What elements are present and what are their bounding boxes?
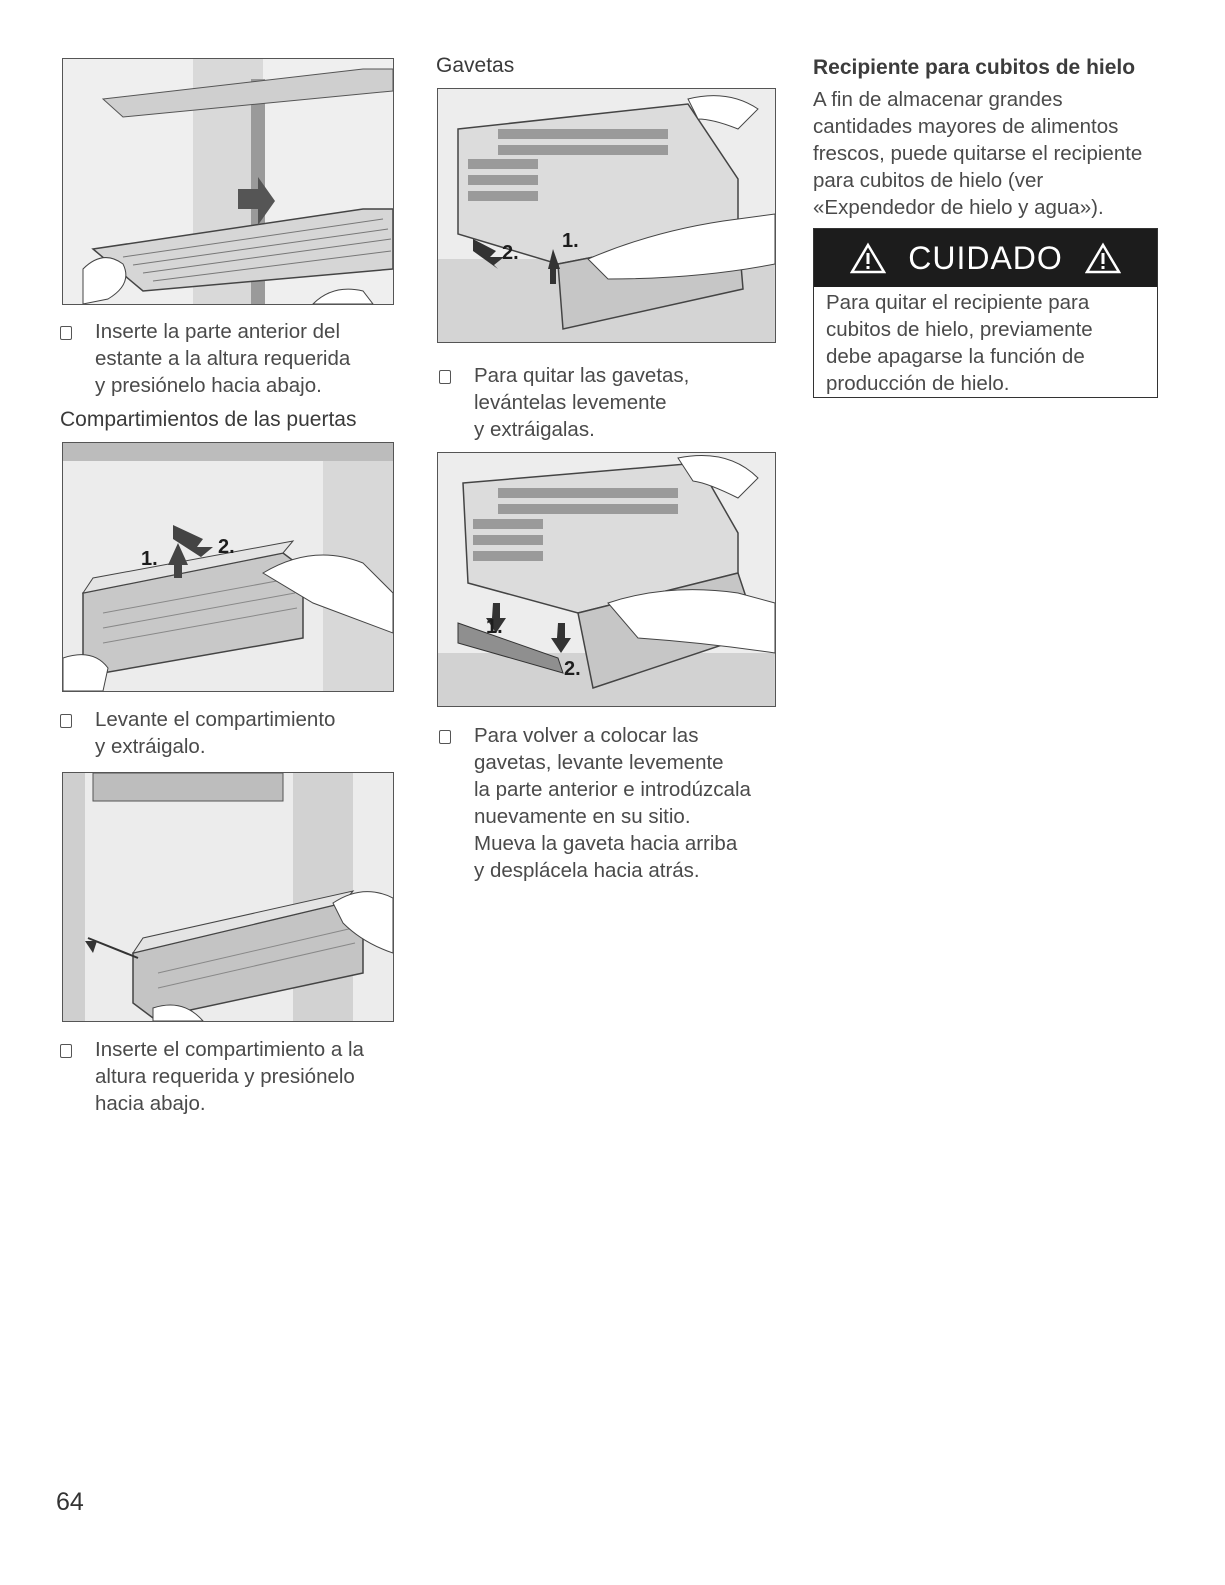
page-number: 64 (56, 1488, 84, 1516)
step-text: Inserte el compartimiento a la altura requerida y presiónelo hacia abajo. (95, 1038, 364, 1115)
checkbox-bullet-icon (439, 370, 451, 384)
caution-box (813, 228, 1158, 398)
caution-text: Para quitar el recipiente para cubitos de hielo, previamente debe apagarse la función de producción de hielo. (826, 291, 1093, 395)
caution-title: CUIDADO (908, 239, 1063, 276)
figure-label-1: 1. (141, 548, 158, 570)
step-text: Para quitar las gavetas, levántelas levemente y extráigalas. (474, 364, 690, 441)
door-compartment-insert-illustration (62, 772, 394, 1022)
step-drawer-replace (474, 722, 751, 884)
figure-label-2: 2. (564, 658, 581, 680)
caution-header (814, 229, 1157, 287)
step-door-remove (95, 706, 335, 760)
step-text: Para volver a colocar las gavetas, levante levemente la parte anterior e introdúzcala nuevamente en su sitio. Mueva la gaveta hacia arriba y desplácela hacia atrás. (474, 724, 751, 882)
ice-bin-heading: Recipiente para cubitos de hielo (813, 56, 1136, 79)
figure-label-2: 2. (218, 536, 235, 558)
checkbox-bullet-icon (60, 714, 72, 728)
step-text: Levante el compartimiento y extráigalo. (95, 708, 336, 758)
checkbox-bullet-icon (60, 326, 72, 340)
figure-label-1: 1. (562, 230, 579, 252)
ice-bin-paragraph: A fin de almacenar grandes cantidades mayores de alimentos frescos, puede quitarse el recipiente para cubitos de hielo (ver «Expendedor de hielo y agua»). (813, 88, 1143, 219)
step-drawer-remove (474, 362, 689, 443)
checkbox-bullet-icon (60, 1044, 72, 1058)
drawer-replace-illustration (437, 452, 776, 707)
door-compartment-remove-illustration (62, 442, 394, 692)
door-compartments-heading: Compartimientos de las puertas (60, 408, 357, 431)
step-shelf-insert (95, 318, 350, 399)
drawers-heading: Gavetas (436, 54, 515, 77)
warning-triangle-icon (1085, 242, 1121, 274)
figure-label-2: 2. (502, 242, 519, 264)
checkbox-bullet-icon (439, 730, 451, 744)
step-text: Inserte la parte anterior del estante a la altura requerida y presiónelo hacia abajo. (95, 320, 351, 397)
shelf-insert-illustration (62, 58, 394, 305)
step-door-insert (95, 1036, 364, 1117)
figure-label-1: 1. (486, 616, 503, 638)
warning-triangle-icon (850, 242, 886, 274)
drawer-remove-illustration (437, 88, 776, 343)
